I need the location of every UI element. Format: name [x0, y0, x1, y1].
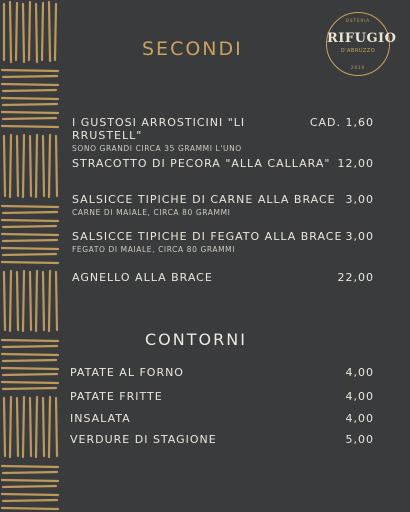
item-description: FEGATO DI MAIALE, CIRCA 80 GRAMMI: [72, 245, 236, 254]
item-description: CARNE DI MAIALE, CIRCA 80 GRAMMI: [72, 208, 231, 217]
menu-item: [70, 390, 374, 403]
item-name: INSALATA: [70, 412, 131, 425]
item-price: CAD. 1,60: [309, 116, 374, 129]
item-price: 22,00: [337, 271, 374, 284]
logo-name: RIFUGIO: [327, 31, 397, 46]
item-name: VERDURE DI STAGIONE: [70, 433, 217, 446]
item-price: 4,00: [345, 390, 374, 403]
item-price: 4,00: [345, 366, 374, 379]
item-name: SALSICCE TIPICHE DI FEGATO ALLA BRACE: [72, 230, 343, 243]
item-price: 3,00: [345, 193, 374, 206]
menu-item: [70, 433, 374, 446]
item-name: STRACOTTO DI PECORA "ALLA CALLARA": [72, 157, 331, 170]
item-name: PATATE FRITTE: [70, 390, 163, 403]
logo-subtitle: D'ABRUZZO: [340, 48, 376, 54]
item-price: 3,00: [345, 230, 374, 243]
item-price: 12,00: [337, 157, 374, 170]
menu-item: [72, 193, 374, 217]
item-price: 4,00: [345, 412, 374, 425]
decorative-pattern: [0, 0, 62, 512]
menu-item: [72, 157, 374, 170]
menu-item: [72, 230, 374, 254]
logo-top-text: OSTERIA: [345, 18, 371, 23]
menu-item: [70, 412, 374, 425]
menu-item: [70, 366, 374, 379]
item-name: AGNELLO ALLA BRACE: [72, 271, 213, 284]
logo-year: 2019: [350, 65, 366, 70]
item-name: PATATE AL FORNO: [70, 366, 184, 379]
item-description: SONO GRANDI CIRCA 35 GRAMMI L'UNO: [72, 144, 242, 153]
section-title-secondi: SECONDI: [142, 38, 243, 60]
menu-item: [72, 271, 374, 284]
restaurant-logo: [326, 12, 397, 76]
item-price: 5,00: [345, 433, 374, 446]
item-name: SALSICCE TIPICHE DI CARNE ALLA BRACE: [72, 193, 336, 206]
item-name: I GUSTOSI ARROSTICINI "LI RRUSTELL": [72, 116, 246, 142]
section-title-contorni: CONTORNI: [145, 330, 247, 349]
menu-item: [72, 116, 374, 153]
